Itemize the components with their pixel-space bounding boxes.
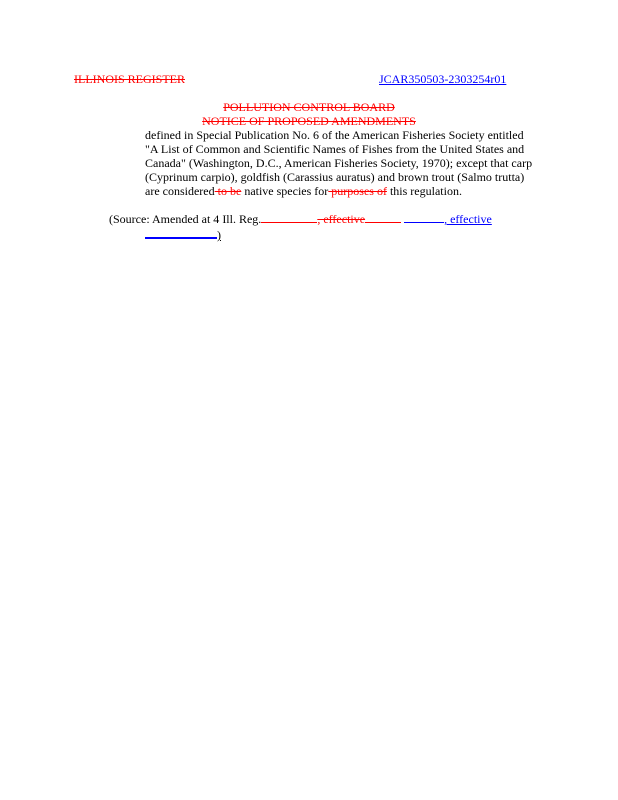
body-line-3-text: Canada" (Washington, D.C., American Fisheries Society, <box>145 156 422 170</box>
source-prefix: (Source: Amended at 4 <box>109 212 220 226</box>
deleted-blank-page <box>261 212 317 223</box>
body-line-1 <box>145 128 524 143</box>
body-line-3 <box>145 156 532 171</box>
deleted-to-be: to be <box>214 184 242 198</box>
source-ill-reg: Ill. Reg. <box>219 212 262 226</box>
body-line-3-year: 1970); except that carp <box>421 156 533 170</box>
body-line-5-c: native species for <box>241 184 329 198</box>
source-close-paren: ) <box>217 228 221 242</box>
inserted-blank-date <box>145 227 217 239</box>
source-note-line-1 <box>109 212 492 227</box>
deleted-blank-date <box>365 212 401 223</box>
notice-title: NOTICE OF PROPOSED AMENDMENTS <box>202 114 416 128</box>
inserted-blank-page <box>404 212 444 223</box>
body-line-5-e: this regulation. <box>386 184 462 198</box>
body-line-4: (Cyprinum carpio), goldfish (Carassius auratus) and brown trout (Salmo trutta) <box>145 170 525 184</box>
body-line-2: "A List of Common and Scientific Names of Fishes from the United States and <box>145 142 525 156</box>
agency-title: POLLUTION CONTROL BOARD <box>223 100 395 114</box>
deleted-effective: , effective <box>317 212 366 226</box>
body-line-1-text: defined in Special Publication No. 6 of the American Fisheries Society <box>145 128 485 142</box>
source-note-line-2 <box>145 227 221 243</box>
deleted-purposes-of: purposes of <box>328 184 387 198</box>
inserted-effective: , effective <box>444 212 492 226</box>
header-jcar-number: JCAR350503-2303254r01 <box>379 72 507 86</box>
header-illinois-register: ILLINOIS REGISTER <box>74 72 185 86</box>
body-line-1-entitled: entitled <box>487 128 524 142</box>
body-line-5 <box>145 184 462 199</box>
body-line-5-a: are considered <box>145 184 215 198</box>
